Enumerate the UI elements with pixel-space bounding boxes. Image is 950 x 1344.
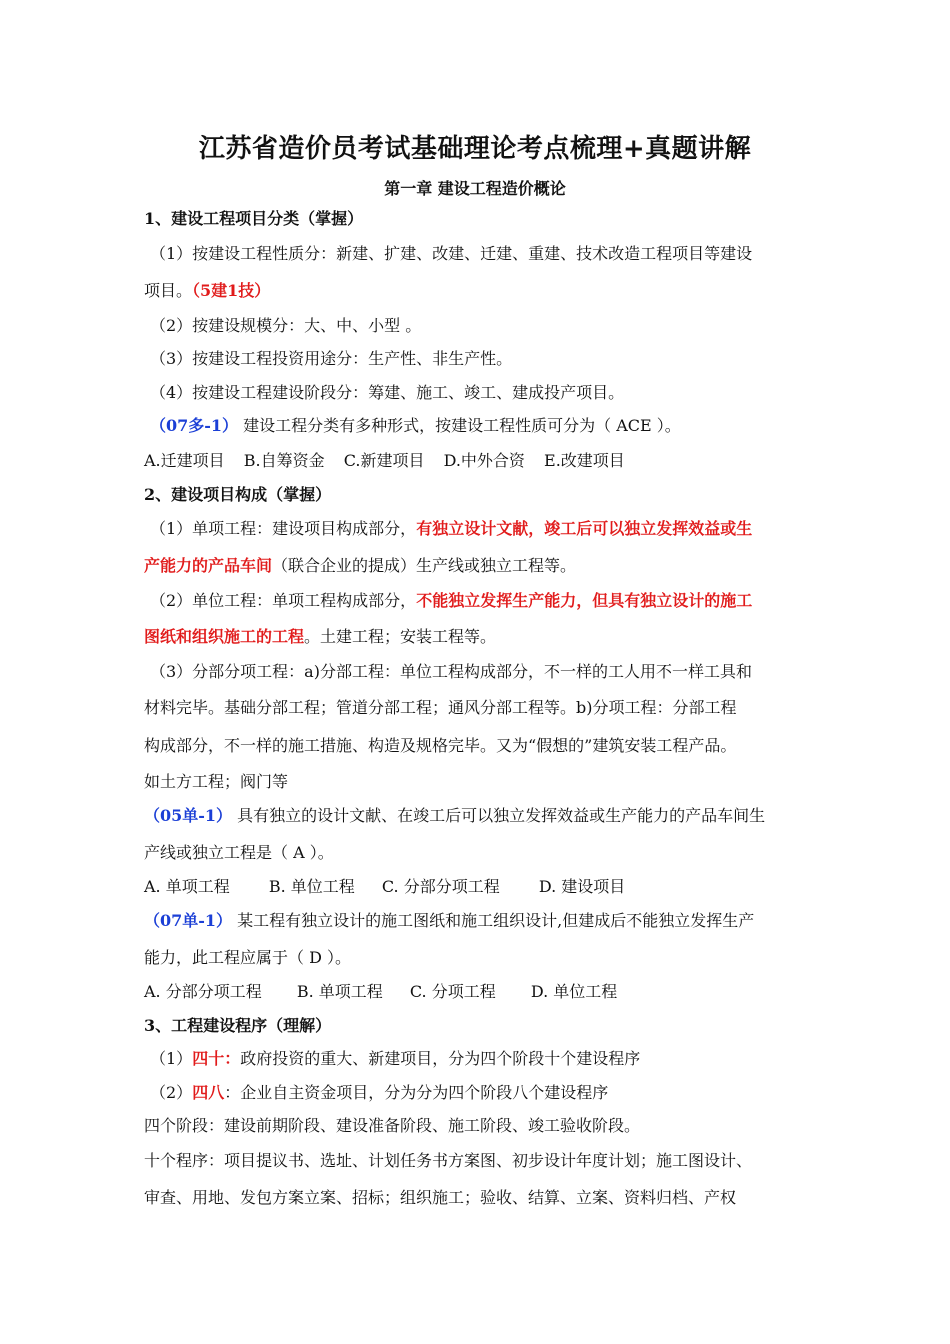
s1-question-options [144,451,625,471]
s3-para-2-highlight: 四八 [192,1083,225,1102]
s3-para-1-tail: 政府投资的重大、新建项目，分为四个阶段十个建设程序 [240,1049,641,1068]
option: B. 单位工程 [268,877,355,896]
s3-para-4a: 十个程序：项目提议书、选址、计划任务书方案图、初步设计年度计划；施工图设计、 [144,1151,753,1170]
s1-question-text: 建设工程分类有多种形式，按建设工程性质可分为（ ACE ）。 [238,416,681,435]
s2-para-3c: 构成部分，不一样的施工措施、构造及规格完毕。又为“假想的”建筑安装工程产品。 [144,736,737,755]
s3-para-1 [150,1049,640,1069]
s2-question-2-text: 某工程有独立设计的施工图纸和施工组织设计,但建成后不能独立发挥生产 [232,911,755,930]
s3-para-4b: 审查、用地、发包方案立案、招标；组织施工；验收、结算、立案、资料归档、产权 [144,1188,737,1207]
s2-para-1-highlight-2: 产能力的产品车间 [144,556,273,575]
option: A. 分部分项工程 [144,982,262,1001]
s1-para-1b-highlight: （5建1技） [192,281,271,300]
s2-question-1-text: 具有独立的设计文献、在竣工后可以独立发挥效益或生产能力的产品车间生 [232,806,766,825]
s2-para-1b [144,556,576,576]
s2-question-2b: 能力，此工程应属于（ D ）。 [144,948,352,967]
s2-question-1-tag: （05单-1） [144,806,233,825]
s2-para-2-lead: （2）单位工程：单项工程构成部分， [150,591,417,610]
s2-question-2-tag: （07单-1） [144,911,233,930]
section-1-heading: 1、建设工程项目分类（掌握） [144,209,364,228]
s2-para-2-tail: 。土建工程；安装工程等。 [304,627,497,646]
s2-para-1-highlight-1: 有独立设计文献，竣工后可以独立发挥效益或生 [416,519,753,538]
option: C.新建项目 [343,451,425,470]
s1-para-4: （4）按建设工程建设阶段分：筹建、施工、竣工、建成投产项目。 [150,383,625,402]
s2-para-2b [144,627,496,647]
s1-question [150,416,681,436]
s2-para-3a: （3）分部分项工程：a)分部工程：单位工程构成部分，不一样的工人用不一样工具和 [150,662,752,681]
chapter-heading: 第一章 建设工程造价概论 [384,179,566,198]
s2-para-3d: 如土方工程；阀门等 [144,772,289,791]
s1-para-3: （3）按建设工程投资用途分：生产性、非生产性。 [150,349,513,368]
s3-para-2-tail: ：企业自主资金项目，分为分为四个阶段八个建设程序 [224,1083,609,1102]
s2-para-1-tail: （联合企业的提成）生产线或独立工程等。 [272,556,577,575]
s2-question-1-options [144,877,625,897]
option: B. 单项工程 [296,982,383,1001]
s3-para-3: 四个阶段：建设前期阶段、建设准备阶段、施工阶段、竣工验收阶段。 [144,1116,641,1135]
section-2-heading: 2、建设项目构成（掌握） [144,485,332,504]
s2-question-1a [144,806,765,826]
option: D. 单位工程 [530,982,618,1001]
s2-question-1b: 产线或独立工程是（ A ）。 [144,843,334,862]
option: B.自筹资金 [243,451,325,470]
s2-question-2a [144,911,754,931]
s1-para-1b-text: 项目。 [144,281,193,300]
s1-para-1b [144,281,270,301]
option: A. 单项工程 [144,877,230,896]
s1-para-1a: （1）按建设工程性质分：新建、扩建、改建、迁建、重建、技术改造工程项目等建设 [150,244,753,263]
s3-para-2-lead: （2） [150,1083,193,1102]
s3-para-2 [150,1083,608,1103]
s2-para-3b: 材料完毕。基础分部工程；管道分部工程；通风分部工程等。b)分项工程：分部工程 [144,698,737,717]
s2-para-2-highlight-1: 不能独立发挥生产能力，但具有独立设计的施工 [416,591,753,610]
option: C. 分项工程 [409,982,496,1001]
option: C. 分部分项工程 [381,877,500,896]
option: E.改建项目 [544,451,625,470]
option: D. 建设项目 [538,877,626,896]
s2-para-2-highlight-2: 图纸和组织施工的工程 [144,627,305,646]
s1-question-tag: （07多-1） [150,416,239,435]
s2-para-2a [150,591,752,611]
section-3-heading: 3、工程建设程序（理解） [144,1016,332,1035]
s1-para-2: （2）按建设规模分：大、中、小型 。 [150,316,422,335]
s2-para-1a [150,519,752,539]
document-title: 江苏省造价员考试基础理论考点梳理+真题讲解 [198,134,752,164]
s2-para-1-lead: （1）单项工程：建设项目构成部分， [150,519,417,538]
s2-question-2-options [144,982,617,1002]
option: A.迁建项目 [144,451,225,470]
option: D.中外合资 [443,451,525,470]
s3-para-1-lead: （1） [150,1049,193,1068]
s3-para-1-highlight: 四十： [192,1049,241,1068]
